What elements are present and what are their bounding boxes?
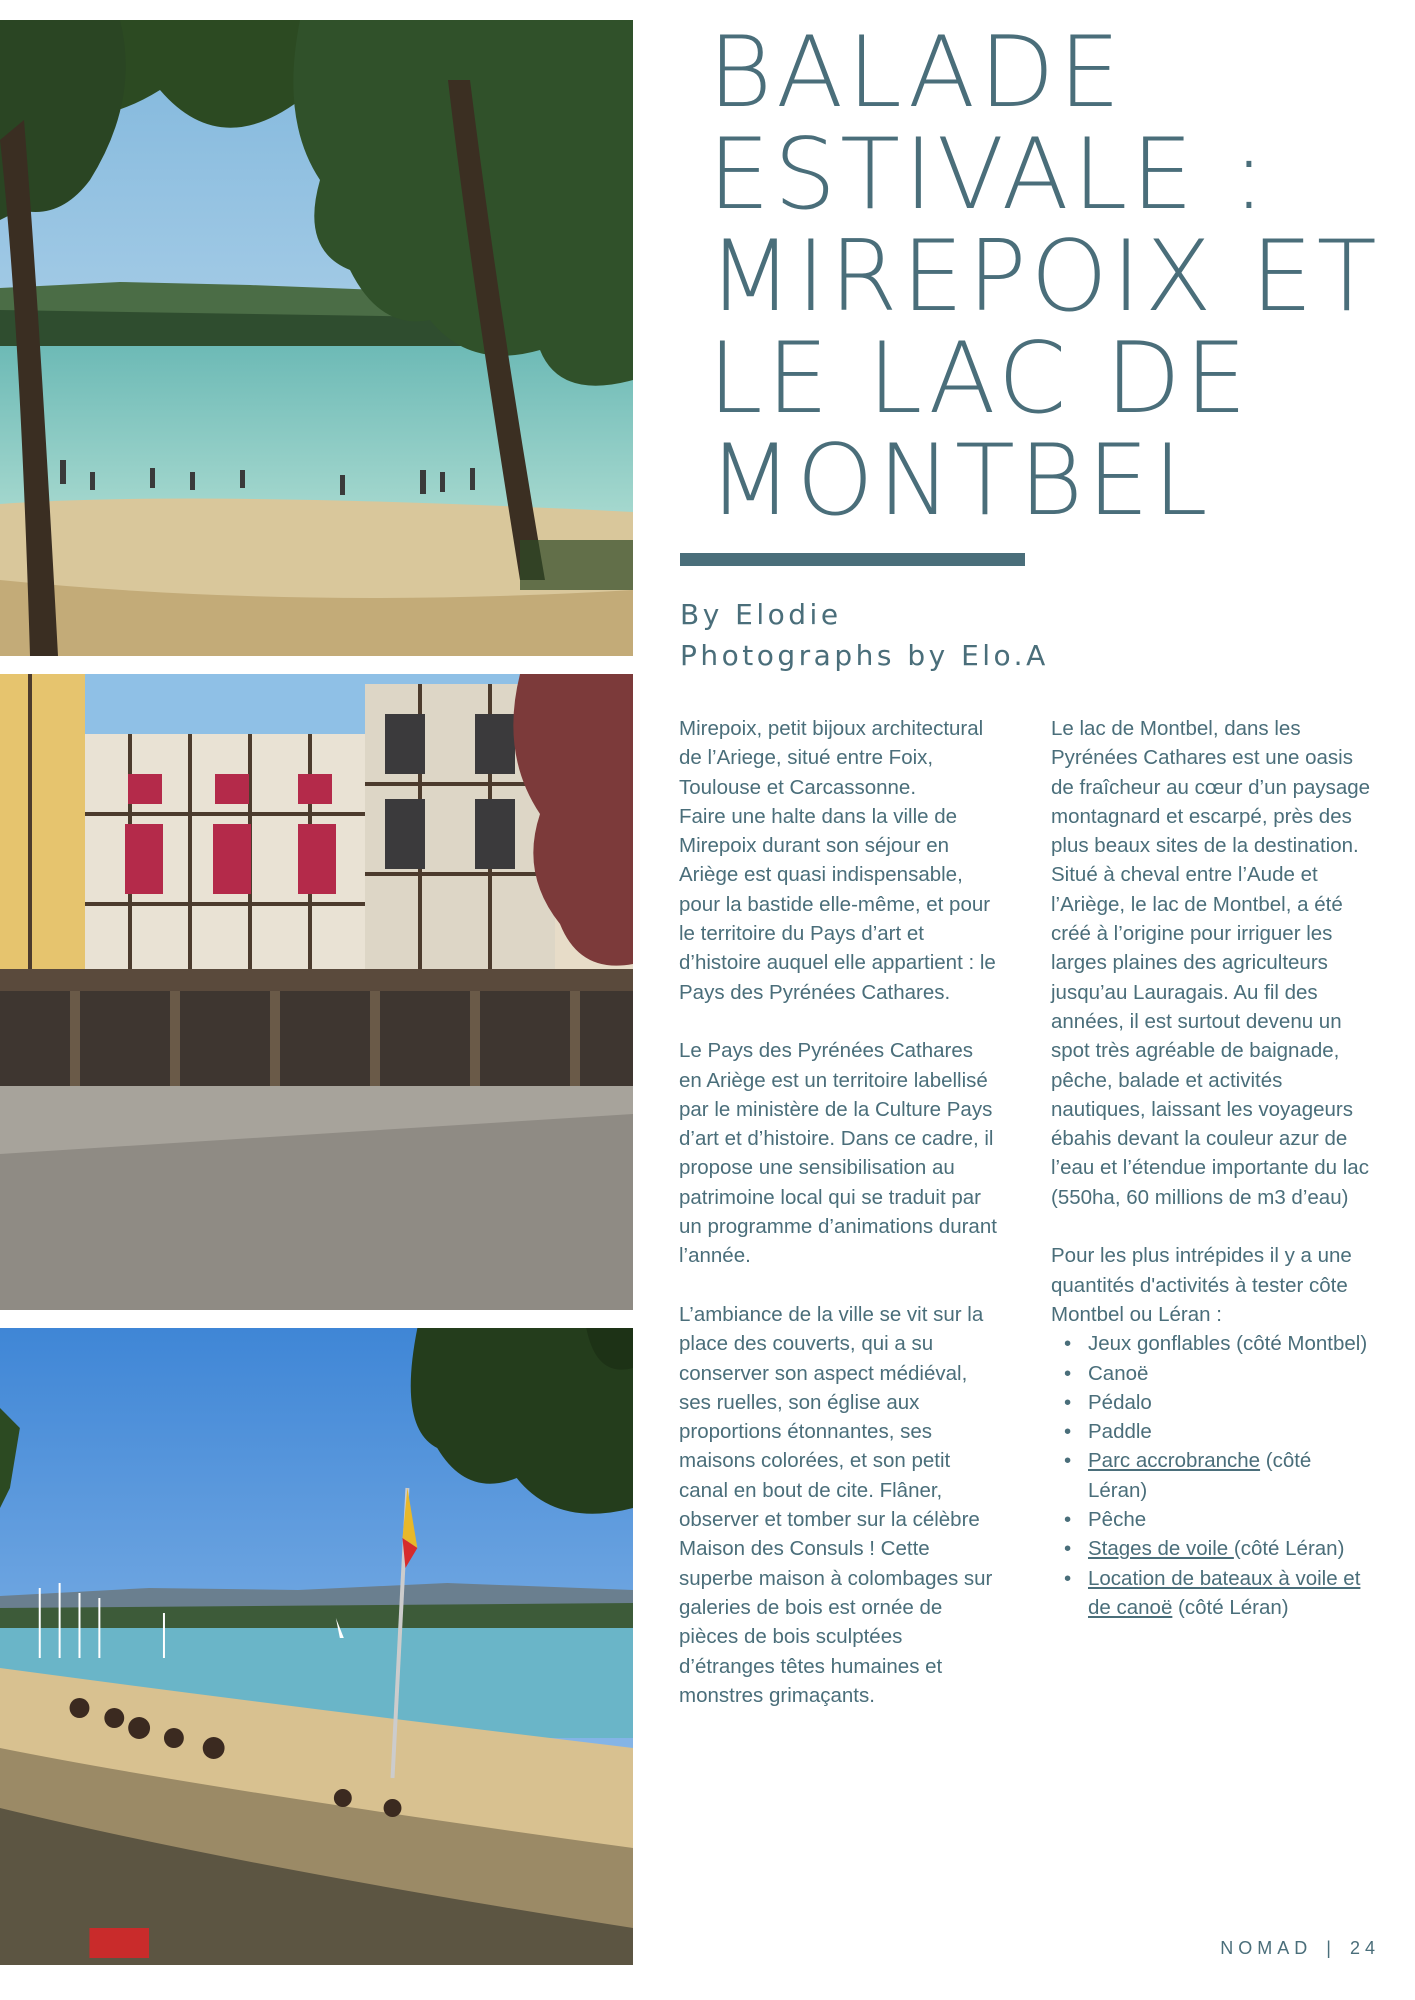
activity-text: (côté Léran) bbox=[1172, 1595, 1289, 1619]
activity-text: Pédalo bbox=[1088, 1390, 1152, 1414]
list-item bbox=[1088, 1329, 1376, 1358]
activity-link-stages-de-voile[interactable]: Stages de voile bbox=[1088, 1537, 1234, 1561]
byline bbox=[680, 594, 1049, 676]
activity-text: Jeux gonflables (côté Montbel) bbox=[1088, 1332, 1368, 1356]
paragraph: Mirepoix, petit bijoux architectural de l’Ariege, situé entre Foix, Toulouse et Carcassonne. bbox=[679, 717, 984, 799]
photo-mirepoix-half-timbered-houses-icon bbox=[0, 674, 633, 1310]
paragraph: Pour les plus intrépides il y a une quantités d'activités à tester côte Montbel ou Léran : bbox=[1051, 1244, 1352, 1326]
activity-link-location-bateaux[interactable]: Location de bateaux à voile et de canoë bbox=[1088, 1566, 1361, 1619]
activity-text: Pêche bbox=[1088, 1508, 1147, 1532]
paragraph: Le lac de Montbel, dans les Pyrénées Cathares est une oasis de fraîcheur au cœur d’un paysage montagnard et escarpé, près des plus beaux sites de la destination. bbox=[1051, 717, 1371, 858]
page-number: 24 bbox=[1349, 1938, 1380, 1958]
text-column-right bbox=[1051, 714, 1376, 1622]
article-title bbox=[708, 16, 1388, 538]
paragraph: Faire une halte dans la ville de Mirepoix durant son séjour en Ariège est quasi indispensable, pour la bastide elle-même, et pour le territoire du Pays d’art et d’histoire auquel elle appartient : le Pays des Pyrénées Cathares. bbox=[679, 804, 996, 1004]
byline-author: By Elodie bbox=[680, 598, 842, 631]
title-line: LE LAC DE bbox=[708, 322, 1251, 436]
activity-text: (côté Léran) bbox=[1233, 1537, 1345, 1561]
title-line: BALADE bbox=[708, 16, 1125, 130]
photo-lake-montbel-beach-sailboats-icon bbox=[0, 1328, 633, 1965]
activity-text: Canoë bbox=[1088, 1361, 1149, 1385]
list-item bbox=[1088, 1417, 1376, 1446]
paragraph: L’ambiance de la ville se vit sur la place des couverts, qui a su conserver son aspect médiéval, ses ruelles, son église aux proportions étonnantes, ses maisons colorées, et son petit canal en bout de cite. Flâner, observer et tomber sur la célèbre Maison des Consuls ! Cette superbe maison à colombages sur galeries de bois est ornée de pièces de bois sculptées d’étranges têtes humaines et monstres grimaçants. bbox=[679, 1302, 993, 1707]
list-item bbox=[1088, 1359, 1376, 1388]
photo-lake-montbel bbox=[0, 1328, 633, 1965]
list-item bbox=[1088, 1564, 1376, 1623]
title-underline-bar bbox=[680, 553, 1025, 566]
magazine-name: NOMAD bbox=[1220, 1938, 1313, 1958]
list-item bbox=[1088, 1446, 1376, 1505]
title-line: MIREPOIX ET bbox=[708, 220, 1381, 334]
byline-photographer: Photographs by Elo.A bbox=[680, 639, 1049, 672]
photo-lake-beach bbox=[0, 20, 633, 656]
photo-mirepoix-houses bbox=[0, 674, 633, 1310]
page-footer bbox=[1220, 1938, 1380, 1959]
paragraph: Le Pays des Pyrénées Cathares en Ariège est un territoire labellisé par le ministère de la Culture Pays d’art et d’histoire. Dans ce cadre, il propose une sensibilisation au patrimoine local qui se traduit par un programme d’animations durant l’année. bbox=[679, 1039, 997, 1268]
activities-list bbox=[1051, 1329, 1376, 1622]
paragraph: Situé à cheval entre l’Aude et l’Ariège, le lac de Montbel, a été créé à l’origine pour irriguer les larges plaines des agriculteurs jusqu’au Lauragais. Au fil des années, il est surtout devenu un spot très agréable de baignade, pêche, balade et activités nautiques, laissant les voyageurs ébahis devant la couleur azur de l’eau et l’étendue importante du lac (550ha, 60 millions de m3 d’eau) bbox=[1051, 863, 1369, 1209]
photo-lake-beach-trees-icon bbox=[0, 20, 633, 656]
activity-text: (côté Léran) bbox=[1088, 1449, 1312, 1502]
activity-link-parc-accrobranche[interactable]: Parc accrobranche bbox=[1088, 1449, 1261, 1473]
title-line: MONTBEL bbox=[708, 424, 1212, 538]
title-line: ESTIVALE : bbox=[708, 118, 1270, 232]
activity-text: Paddle bbox=[1088, 1420, 1152, 1444]
text-column-left bbox=[679, 714, 997, 1710]
list-item bbox=[1088, 1505, 1376, 1534]
list-item bbox=[1088, 1534, 1376, 1563]
list-item bbox=[1088, 1388, 1376, 1417]
footer-separator: | bbox=[1326, 1938, 1336, 1958]
